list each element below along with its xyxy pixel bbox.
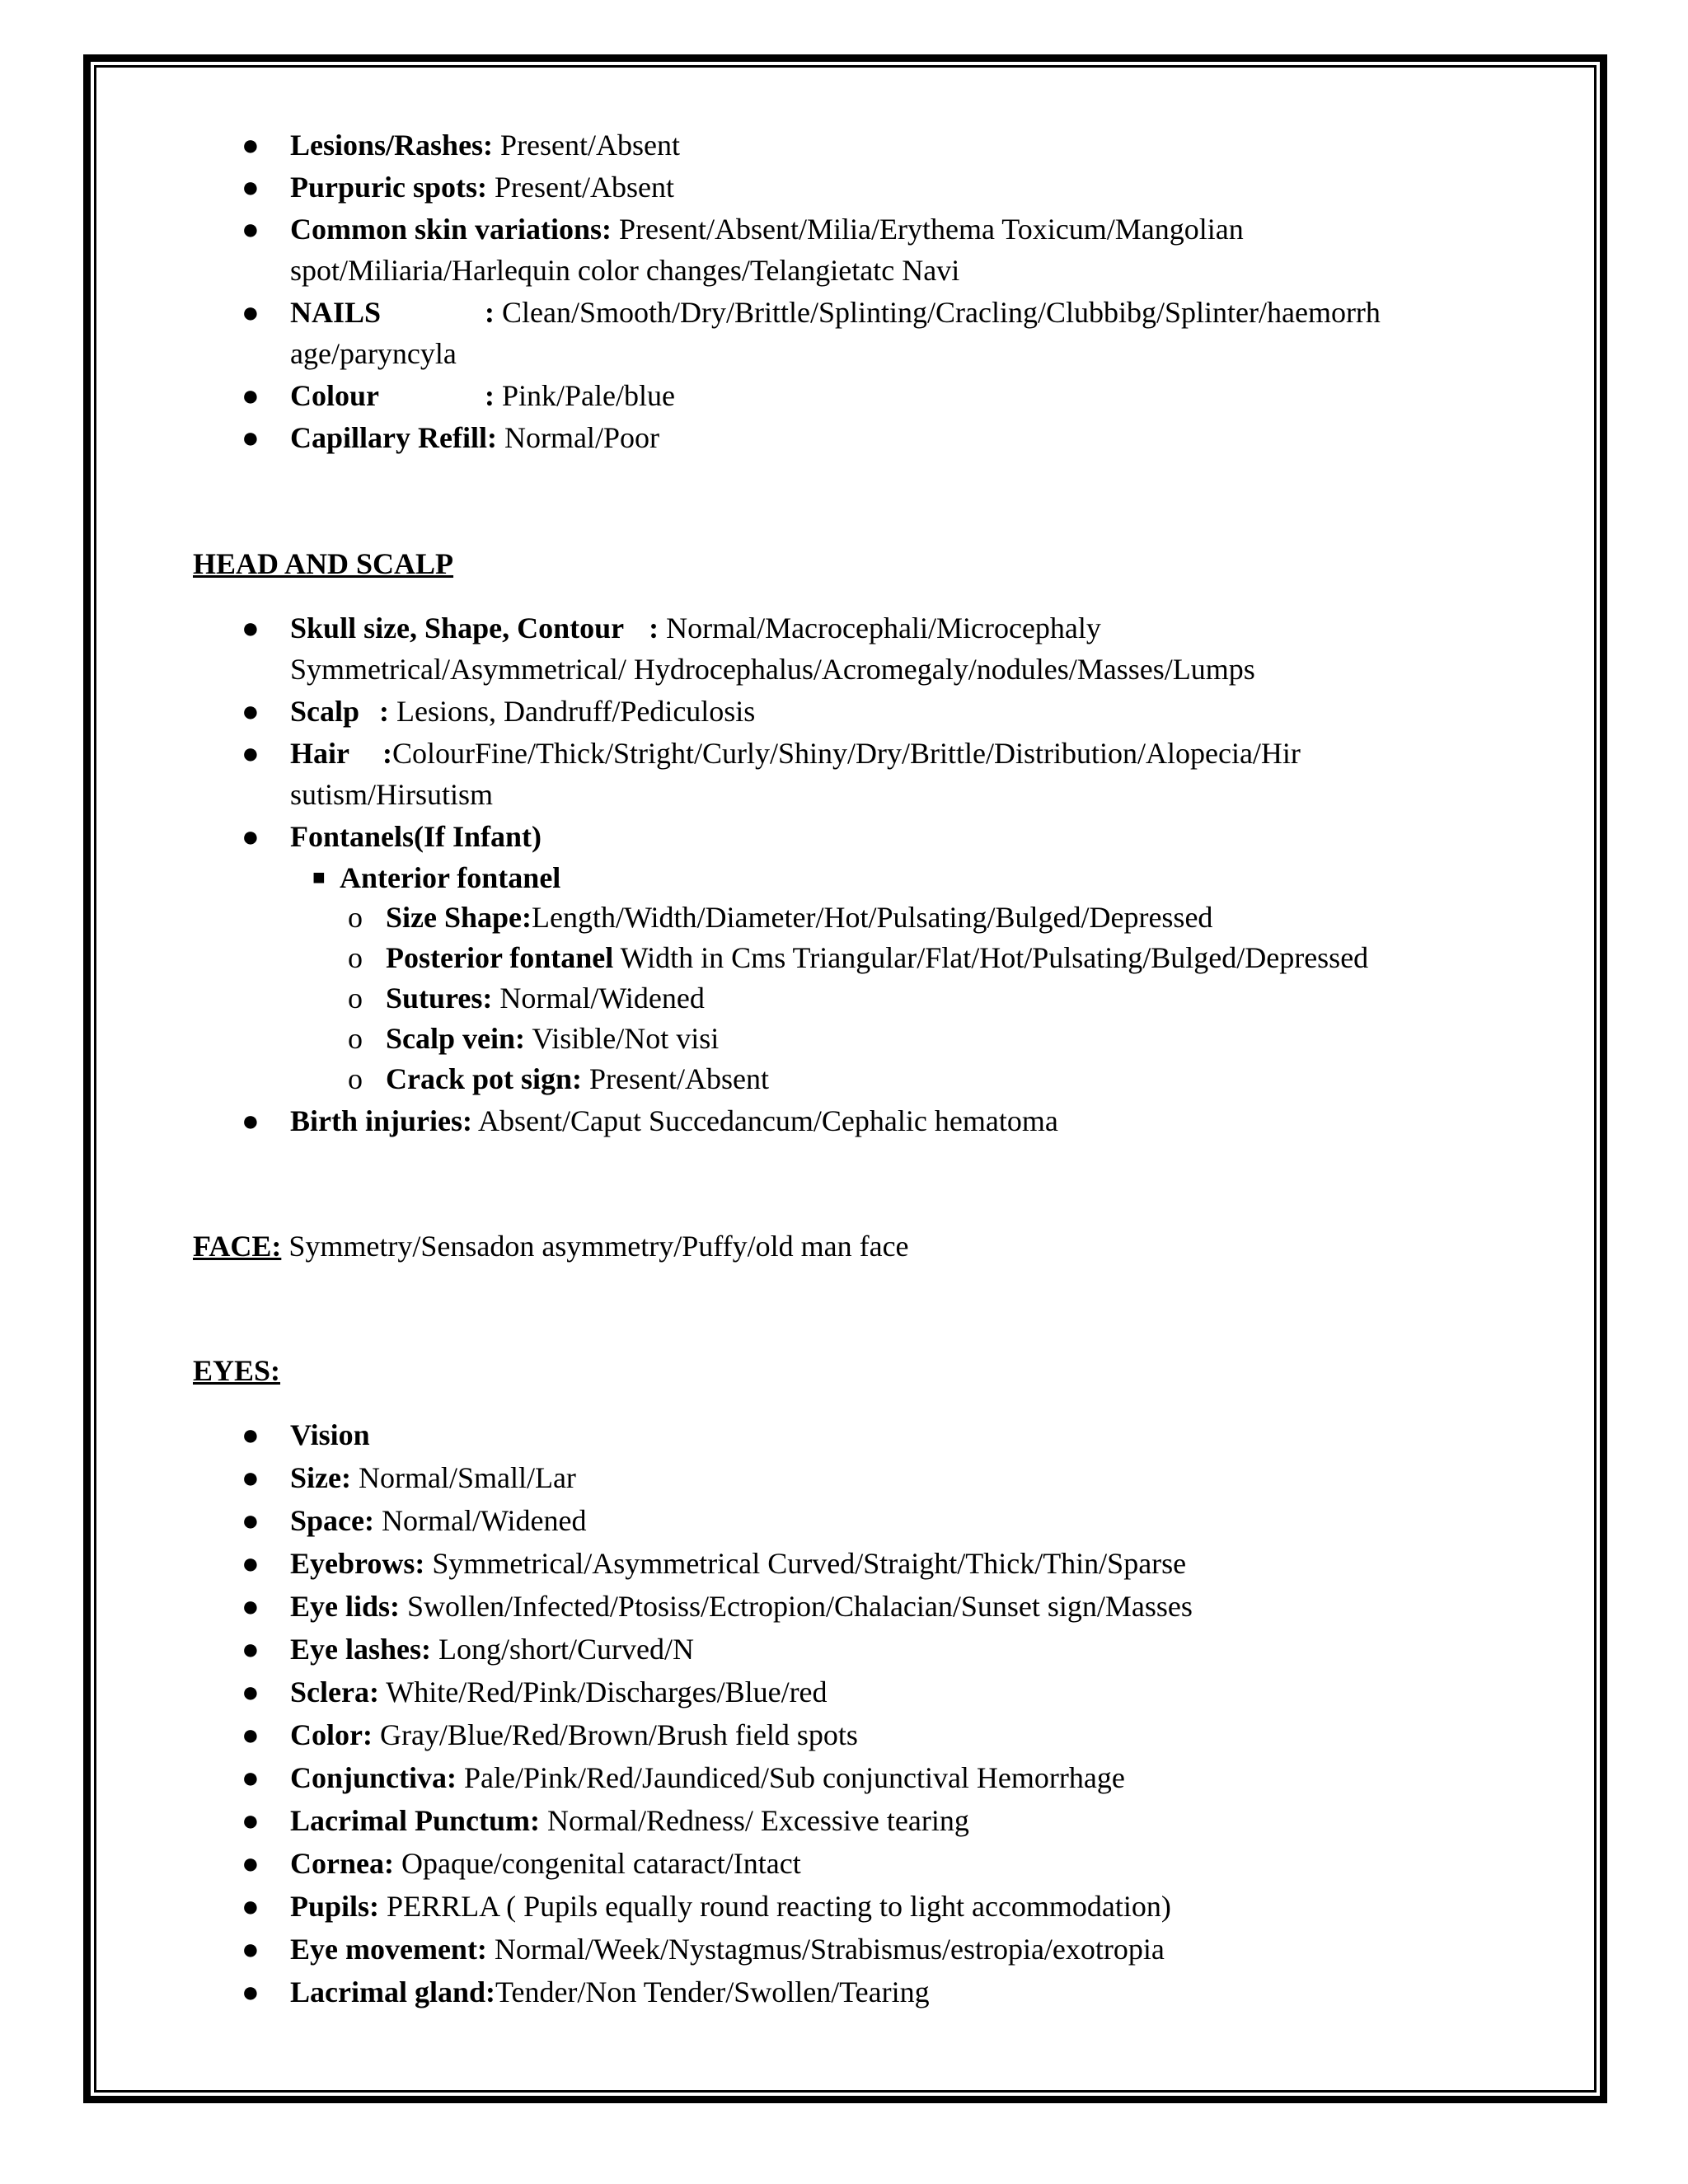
item-value-continued: age/paryncyla: [290, 337, 457, 370]
list-item: [348, 937, 1589, 978]
item-value: Gray/Blue/Red/Brown/Brush field spots: [372, 1718, 858, 1751]
item-value: Normal/Widened: [374, 1504, 587, 1537]
list-item: [241, 375, 1493, 416]
bullet-icon: ●: [241, 1590, 260, 1623]
bullet-icon: ●: [241, 1761, 260, 1794]
bullet-icon: ●: [241, 1104, 260, 1137]
section-heading-eyes: EYES:: [193, 1354, 281, 1387]
section-heading-head-scalp: HEAD AND SCALP: [193, 547, 454, 580]
item-value-continued: Symmetrical/Asymmetrical/ Hydrocephalus/Acromegaly/nodules/Masses/Lumps: [290, 653, 1255, 686]
item-label: Scalp vein:: [386, 1022, 526, 1055]
item-separator: :: [649, 612, 659, 644]
bullet-icon: ●: [241, 379, 260, 412]
list-item: [241, 166, 1493, 208]
bullet-icon: ●: [241, 1461, 260, 1494]
bullet-icon: ●: [241, 1418, 260, 1451]
item-value: Present/Absent: [493, 129, 681, 162]
item-label: Space:: [290, 1504, 374, 1537]
item-value: Present/Absent: [582, 1062, 769, 1095]
item-label: Sclera:: [290, 1675, 379, 1708]
item-label: Fontanels(If Infant): [290, 820, 542, 853]
list-item: [241, 124, 1493, 166]
item-value: Normal/Small/Lar: [350, 1461, 576, 1494]
item-label: Scalp: [290, 695, 360, 728]
bullet-icon: ●: [241, 1718, 260, 1751]
item-label: Common skin variations:: [290, 213, 612, 246]
circle-bullet-icon: o: [348, 1062, 363, 1095]
item-label: Color:: [290, 1718, 373, 1751]
item-label: Lacrimal Punctum:: [290, 1804, 540, 1837]
list-item: [348, 1058, 1589, 1099]
item-separator: :: [485, 379, 495, 412]
item-value: Lesions, Dandruff/Pediculosis: [389, 695, 756, 728]
item-value: Visible/Not visi: [525, 1022, 720, 1055]
list-item: [241, 1843, 1493, 1884]
item-separator: :: [382, 737, 392, 770]
item-value: Absent/Caput Succedancum/Cephalic hematoma: [472, 1104, 1058, 1137]
item-value: ColourFine/Thick/Stright/Curly/Shiny/Dry/Brittle/Distribution/Alopecia/Hir: [392, 737, 1301, 770]
face-line: [193, 1226, 909, 1267]
item-value: Length/Width/Diameter/Hot/Pulsating/Bulged/Depressed: [532, 901, 1213, 934]
item-value: Symmetrical/Asymmetrical Curved/Straight/Thick/Thin/Sparse: [424, 1547, 1187, 1580]
item-value: White/Red/Pink/Discharges/Blue/red: [378, 1675, 828, 1708]
item-value: Pink/Pale/blue: [495, 379, 675, 412]
list-item: [241, 1543, 1493, 1584]
bullet-icon: ●: [241, 1804, 260, 1837]
list-item: [241, 1414, 1493, 1455]
item-label: Sutures:: [386, 982, 493, 1015]
item-value: PERRLA ( Pupils equally round reacting to light accommodation): [379, 1890, 1171, 1923]
item-label: Eyebrows:: [290, 1547, 425, 1580]
bullet-icon: ●: [241, 1633, 260, 1666]
item-label: Capillary Refill:: [290, 421, 497, 454]
item-value: Normal/Week/Nystagmus/Strabismus/estropia/exotropia: [486, 1933, 1165, 1966]
face-value: Symmetry/Sensadon asymmetry/Puffy/old man face: [281, 1230, 909, 1263]
item-label: Cornea:: [290, 1847, 394, 1880]
item-label: Anterior fontanel: [340, 861, 561, 894]
item-label: Eye movement:: [290, 1933, 487, 1966]
face-label: FACE:: [193, 1230, 282, 1263]
bullet-icon: ●: [241, 296, 260, 329]
list-item: [241, 816, 1493, 857]
list-item: [241, 209, 1493, 291]
item-value: Normal/Redness/ Excessive tearing: [539, 1804, 969, 1837]
bullet-icon: ●: [241, 1890, 260, 1923]
item-value-continued: spot/Miliaria/Harlequin color changes/Telangietatc Navi: [290, 254, 960, 287]
bullet-icon: ●: [241, 1675, 260, 1708]
circle-bullet-icon: o: [348, 1022, 363, 1055]
item-value: Width in Cms Triangular/Flat/Hot/Pulsating/Bulged/Depressed: [613, 941, 1369, 974]
list-item: [241, 691, 1493, 732]
list-item: [241, 733, 1493, 815]
item-label: Lacrimal gland:: [290, 1975, 495, 2008]
item-label: Crack pot sign:: [386, 1062, 583, 1095]
item-label: Lesions/Rashes:: [290, 129, 494, 162]
item-label: Pupils:: [290, 1890, 380, 1923]
item-label: Eye lids:: [290, 1590, 401, 1623]
list-item: [241, 1714, 1493, 1755]
item-value-continued: sutism/Hirsutism: [290, 778, 494, 811]
bullet-icon: ●: [241, 1547, 260, 1580]
bullet-icon: ●: [241, 820, 260, 853]
item-label: Size Shape:: [386, 901, 532, 934]
list-item: [348, 1018, 1589, 1059]
item-label: Conjunctiva:: [290, 1761, 457, 1794]
item-label: Vision: [290, 1418, 370, 1451]
list-item: [348, 897, 1589, 938]
item-value: Normal/Macrocephali/Microcephaly: [659, 612, 1101, 644]
item-label: Size:: [290, 1461, 351, 1494]
square-bullet-icon: ■: [312, 865, 326, 889]
item-value: Normal/Poor: [496, 421, 659, 454]
bullet-icon: ●: [241, 612, 260, 644]
bullet-icon: ●: [241, 1933, 260, 1966]
bullet-icon: ●: [241, 421, 260, 454]
item-label: Hair: [290, 737, 349, 770]
circle-bullet-icon: o: [348, 901, 363, 934]
list-item: [241, 1971, 1493, 2013]
item-value: Tender/Non Tender/Swollen/Tearing: [495, 1975, 930, 2008]
item-separator: :: [485, 296, 495, 329]
list-item: [241, 1500, 1493, 1541]
list-item: [241, 1457, 1493, 1498]
item-value: Present/Absent/Milia/Erythema Toxicum/Mangolian: [612, 213, 1244, 246]
bullet-icon: ●: [241, 1847, 260, 1880]
list-item: [348, 977, 1589, 1019]
item-value: Pale/Pink/Red/Jaundiced/Sub conjunctival Hemorrhage: [457, 1761, 1125, 1794]
list-item: [241, 1629, 1493, 1670]
bullet-icon: ●: [241, 1975, 260, 2008]
item-label: Colour: [290, 379, 379, 412]
item-value: Normal/Widened: [492, 982, 705, 1015]
bullet-icon: ●: [241, 129, 260, 162]
bullet-icon: ●: [241, 213, 260, 246]
circle-bullet-icon: o: [348, 982, 363, 1015]
item-label: Purpuric spots:: [290, 171, 488, 204]
list-item: [241, 607, 1493, 690]
item-label: Skull size, Shape, Contour: [290, 612, 625, 644]
list-item: [241, 1100, 1493, 1141]
list-item: [241, 1886, 1493, 1927]
item-label: Eye lashes:: [290, 1633, 431, 1666]
bullet-icon: ●: [241, 171, 260, 204]
list-item: [241, 1929, 1493, 1970]
item-label: Posterior fontanel: [386, 941, 614, 974]
list-item: [241, 417, 1493, 458]
list-item: [241, 1800, 1493, 1841]
list-item: [241, 292, 1493, 374]
list-item: [241, 1671, 1493, 1713]
item-label: Birth injuries:: [290, 1104, 472, 1137]
bullet-icon: ●: [241, 1504, 260, 1537]
item-value: Opaque/congenital cataract/Intact: [393, 1847, 801, 1880]
item-value: Clean/Smooth/Dry/Brittle/Splinting/Cracling/Clubbibg/Splinter/haemorrh: [495, 296, 1381, 329]
list-item: [241, 1757, 1493, 1798]
item-value: Swollen/Infected/Ptosiss/Ectropion/Chalacian/Sunset sign/Masses: [400, 1590, 1193, 1623]
list-item: [312, 857, 1543, 898]
list-item: [241, 1586, 1493, 1627]
bullet-icon: ●: [241, 695, 260, 728]
item-value: Present/Absent: [487, 171, 674, 204]
item-separator: :: [379, 695, 390, 728]
bullet-icon: ●: [241, 737, 260, 770]
circle-bullet-icon: o: [348, 941, 363, 974]
item-value: Long/short/Curved/N: [431, 1633, 694, 1666]
item-label: NAILS: [290, 296, 382, 329]
